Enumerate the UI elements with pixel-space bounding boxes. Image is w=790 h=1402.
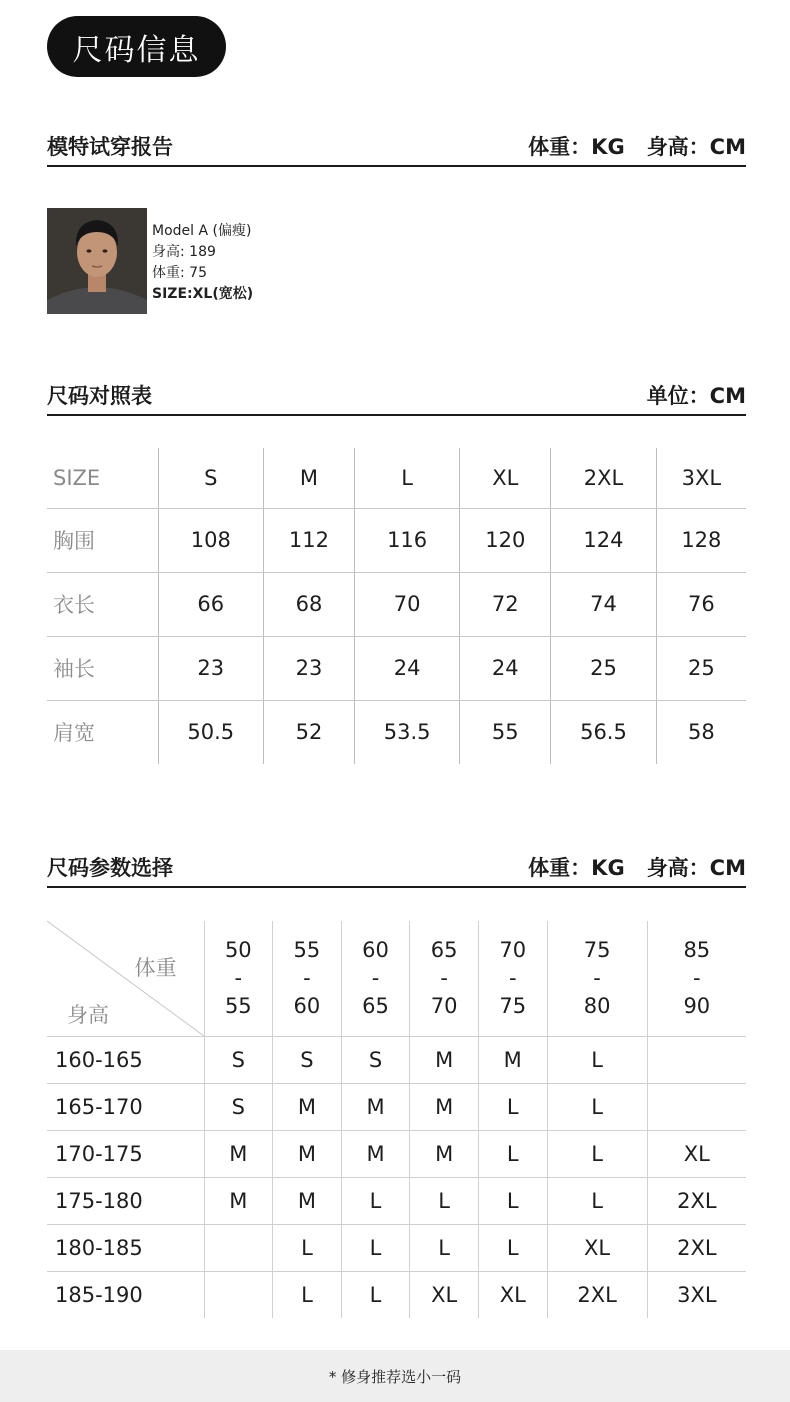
table-cell: 66 [158,572,264,636]
table-cell: L [478,1177,547,1224]
table-cell: L [547,1177,647,1224]
table-cell: L [341,1177,410,1224]
table-cell: 24 [354,636,460,700]
table-cell: M [410,1083,479,1130]
table-cell [647,1083,746,1130]
model-card [47,208,253,314]
table-cell: L [273,1271,342,1318]
weight-range-cell: 50 - 55 [204,921,273,1036]
footer-note: * 修身推荐选小一码 [0,1350,790,1402]
table-cell: M [341,1130,410,1177]
table-cell: L [341,1224,410,1271]
param-chart-title: 尺码参数选择 [47,856,173,880]
table-cell: S [204,1083,273,1130]
table-cell: 120 [460,508,551,572]
table-cell: L [410,1177,479,1224]
table-row [47,921,746,1036]
weight-unit-label: 体重：KG [528,856,625,880]
table-row [47,1083,746,1130]
table-cell: 128 [656,508,746,572]
table-cell: 2XL [647,1224,746,1271]
param-chart-header [47,848,746,888]
table-cell: 3XL [647,1271,746,1318]
weight-range-cell: 75 - 80 [547,921,647,1036]
height-range-cell: 175-180 [47,1177,204,1224]
weight-range-cell: 70 - 75 [478,921,547,1036]
weight-unit-label: 体重：KG [528,135,625,159]
table-cell: 55 [460,700,551,764]
table-row [47,572,746,636]
table-cell: 25 [551,636,657,700]
height-range-cell: 170-175 [47,1130,204,1177]
size-chart-table [47,448,746,764]
model-name: Model A (偏瘦) [152,223,252,239]
table-cell: L [478,1083,547,1130]
size-chart-title: 尺码对照表 [47,384,152,408]
corner-cell [47,921,204,1036]
table-cell: L [273,1224,342,1271]
table-cell: L [547,1130,647,1177]
table-cell: L [547,1036,647,1083]
table-cell: M [410,1130,479,1177]
table-cell: 袖长 [47,636,158,700]
corner-weight-label: 体重 [134,956,177,980]
table-cell: S [158,448,264,508]
table-row [47,1224,746,1271]
param-chart-table [47,921,746,1318]
table-cell: L [410,1224,479,1271]
table-cell: 衣长 [47,572,158,636]
model-photo [47,208,147,314]
table-cell: L [478,1130,547,1177]
table-cell: 76 [656,572,746,636]
table-cell: 108 [158,508,264,572]
table-cell: S [341,1036,410,1083]
height-unit-label: 身高：CM [646,856,746,880]
table-cell: 肩宽 [53,721,95,746]
model-height: 身高: 189 [152,244,216,260]
table-cell [204,1224,273,1271]
table-cell: XL [647,1130,746,1177]
table-cell: XL [547,1224,647,1271]
table-cell: 23 [158,636,264,700]
table-cell: 52 [264,700,355,764]
table-cell: M [204,1177,273,1224]
size-chart-header [47,376,746,416]
weight-range-cell: 85 - 90 [647,921,746,1036]
table-cell: L [354,448,460,508]
height-range-cell: 180-185 [47,1224,204,1271]
table-cell: 3XL [656,448,746,508]
table-row [47,448,746,508]
model-info [152,221,253,314]
table-cell: 74 [551,572,657,636]
table-cell: M [204,1130,273,1177]
table-cell: S [204,1036,273,1083]
height-range-cell: 165-170 [47,1083,204,1130]
table-row [47,636,746,700]
table-cell: S [273,1036,342,1083]
table-row [47,508,746,572]
table-cell: M [478,1036,547,1083]
table-cell: M [273,1083,342,1130]
weight-range-cell: 65 - 70 [410,921,479,1036]
table-row [47,1271,746,1318]
table-cell: M [264,448,355,508]
table-cell: XL [478,1271,547,1318]
table-cell: 53.5 [354,700,460,764]
table-cell: 胸围 [47,508,158,572]
size-chart-unit: 单位：CM [646,384,746,408]
model-size: SIZE:XL(宽松) [152,286,254,302]
table-cell: 2XL [547,1271,647,1318]
height-range-cell: 185-190 [55,1282,143,1307]
table-cell: 58 [656,700,746,764]
table-row [47,1177,746,1224]
table-cell: 2XL [647,1177,746,1224]
table-cell: 68 [264,572,355,636]
table-cell: 72 [460,572,551,636]
table-cell: 25 [656,636,746,700]
table-row [47,1130,746,1177]
model-report-header [47,127,746,167]
table-cell: SIZE [47,448,158,508]
model-report-title: 模特试穿报告 [47,135,173,159]
table-cell: 124 [551,508,657,572]
table-cell: 24 [460,636,551,700]
height-unit-label: 身高：CM [646,135,746,159]
table-cell: L [341,1271,410,1318]
table-cell: M [273,1130,342,1177]
model-weight: 体重: 75 [152,265,207,281]
table-cell: 2XL [551,448,657,508]
table-cell: 116 [354,508,460,572]
table-cell: 50.5 [158,700,264,764]
table-cell: L [478,1224,547,1271]
height-range-cell: 160-165 [47,1036,204,1083]
table-cell: M [341,1083,410,1130]
table-row [47,1036,746,1083]
table-cell: 70 [354,572,460,636]
table-cell: 112 [264,508,355,572]
table-cell: 56.5 [551,700,657,764]
corner-height-label: 身高 [67,1003,109,1027]
table-cell [204,1271,273,1318]
table-cell: L [547,1083,647,1130]
page-title: 尺码信息 [47,16,226,77]
table-cell: M [410,1036,479,1083]
table-row [47,700,746,764]
table-cell [647,1036,746,1083]
table-cell: XL [460,448,551,508]
weight-range-cell: 60 - 65 [341,921,410,1036]
table-cell: XL [410,1271,479,1318]
weight-range-cell: 55 - 60 [273,921,342,1036]
table-cell: M [273,1177,342,1224]
table-cell: 23 [264,636,355,700]
